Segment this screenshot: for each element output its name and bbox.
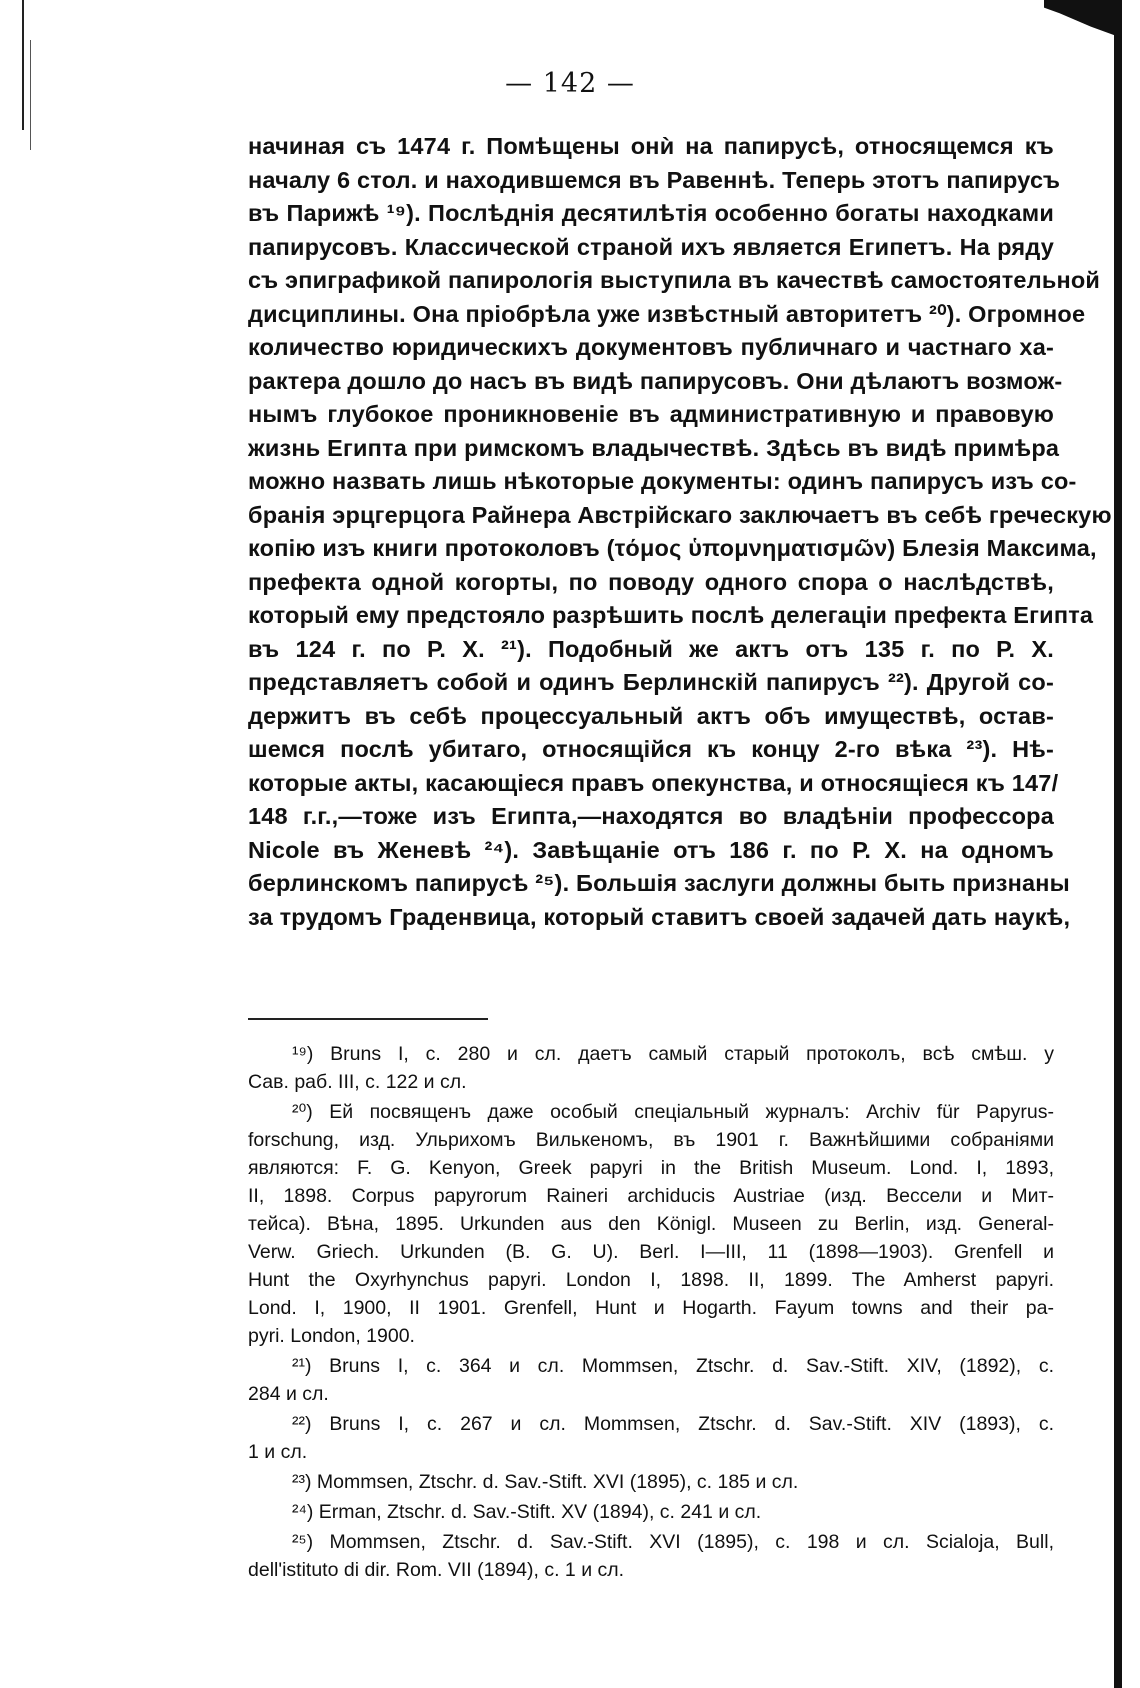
text-line: держитъ въ себѣ процессуальный актъ объ имуществѣ, остав- [248,702,1054,729]
footnote [248,1410,1054,1466]
footnote-line: dell'istituto di dir. Rom. VII (1894), с. 1 и сл. [248,1559,625,1581]
footnote-line: forschung, изд. Ульрихомъ Вилькеномъ, въ 1901 г. Важнѣйшими собраніями [248,1129,1054,1151]
footnote-line: ²¹) Bruns I, c. 364 и сл. Mommsen, Ztschr. d. Sav.-Stift. XIV, (1892), с. [292,1355,1054,1377]
main-text [248,130,1112,934]
text-line: префекта одной когорты, по поводу одного спора о наслѣдствѣ, [248,568,1054,595]
text-line: папирусовъ. Классической страной ихъ является Египетъ. На ряду [248,233,1054,260]
footnote-line: Lond. I, 1900, II 1901. Grenfell, Hunt и Hogarth. Fayum towns and their pa- [248,1297,1054,1319]
text-line: 148 г.г.,—тоже изъ Египта,—находятся во владѣніи профессора [248,803,1054,829]
text-line: въ 124 г. по Р. X. ²¹). Подобный же актъ отъ 135 г. по Р. X. [248,635,1054,662]
footnote-line: ²⁵) Mommsen, Ztschr. d. Sav.-Stift. XVI (1895), с. 198 и сл. Scialoja, Bull, [292,1531,1054,1553]
footnote-line: ¹⁹) Bruns I, c. 280 и сл. даетъ самый старый протоколъ, всѣ смѣш. у [292,1043,1054,1065]
scan-corner-mark [1044,0,1122,38]
text-line: дисциплины. Она пріобрѣла уже извѣстный авторитетъ ²⁰). Огромное [248,300,1086,327]
text-line: копію изъ книги протоколовъ (τόμος ὑπομνηματισμῶν) Блезія Максима, [248,535,1097,561]
text-line: шемся послѣ убитаго, относящійся къ концу 2-го вѣка ²³). Нѣ- [248,736,1054,762]
footnote [248,1498,1054,1526]
text-line: бранія эрцгерцога Райнера Австрійскаго заключаетъ въ себѣ греческую [248,501,1112,528]
text-line: который ему предстояло разрѣшить послѣ делегаціи префекта Египта [248,602,1094,628]
scan-edge-right [1114,0,1122,1688]
text-line: за трудомъ Граденвица, который ставитъ своей задачей дать наукѣ, [248,903,1071,930]
footnote [248,1352,1054,1408]
footnote-line: ²⁴) Erman, Ztschr. d. Sav.-Stift. XV (1894), с. 241 и сл. [292,1501,762,1523]
text-line: представляетъ собой и одинъ Берлинскій папирусъ ²²). Другой со- [248,669,1054,695]
footnote-divider [248,1018,488,1020]
footnote-line: II, 1898. Corpus papyrorum Raineri archiducis Austriae (изд. Веccели и Мит- [248,1185,1054,1207]
text-line: съ эпиграфикой папирологія выступила въ качествѣ самостоятельной [248,267,1101,293]
footnote-line: 1 и сл. [248,1441,308,1463]
text-line: рактера дошло до насъ въ видѣ папирусовъ. Они дѣлаютъ возмож- [248,367,1063,394]
footnote-line: тейса). Вѣна, 1895. Urkunden aus den Königl. Museen zu Berlin, изд. General- [248,1213,1054,1235]
text-line: началу 6 стол. и находившемся въ Равеннѣ. Теперь этотъ папирусъ [248,166,1061,193]
footnote-line: ²²) Bruns I, c. 267 и сл. Mommsen, Ztschr. d. Sav.-Stift. XIV (1893), с. [292,1413,1054,1435]
text-line: въ Парижѣ ¹⁹). Послѣднія десятилѣтія особенно богаты находками [248,200,1054,226]
footnote [248,1098,1054,1350]
footnote [248,1528,1054,1584]
footnote-line: являются: F. G. Kenyon, Greek papyri in the British Museum. Lond. I, 1893, [248,1157,1054,1179]
footnote [248,1468,1054,1496]
footnote-line: ²⁰) Ей посвященъ даже особый спеціальный журналъ: Archiv für Papyrus- [292,1101,1054,1123]
text-line: Nicole въ Женевѣ ²⁴). Завѣщаніе отъ 186 г. по Р. X. на одномъ [248,836,1054,863]
footnote-line: ²³) Mommsen, Ztschr. d. Sav.-Stift. XVI (1895), с. 185 и сл. [292,1471,799,1493]
footnote-line: pyri. London, 1900. [248,1325,415,1347]
text-line: начиная съ 1474 г. Помѣщены онѝ на папирусѣ, относящемся къ [248,133,1054,159]
footnote-line: Verw. Griech. Urkunden (B. G. U). Berl. I—III, 11 (1898—1903). Grenfell и [248,1241,1054,1263]
page-number: — 142 — [505,68,635,99]
text-line: жизнь Египта при римскомъ владычествѣ. Здѣсь въ видѣ примѣра [248,434,1060,461]
footnotes [248,1040,1054,1586]
footnote [248,1040,1054,1096]
footnote-line: 284 и сл. [248,1383,329,1405]
text-line: нымъ глубокое проникновеніе въ административную и правовую [248,401,1054,427]
footnote-line: Сав. раб. III, с. 122 и сл. [248,1071,467,1093]
footnote-gap [248,1584,1054,1586]
footnote-line: Hunt the Oxyrhynchus papyri. London I, 1898. II, 1899. The Amherst papyri. [248,1269,1054,1291]
scan-edge-left [22,0,24,130]
text-line: количество юридическихъ документовъ публичнаго и частнаго ха- [248,334,1054,360]
text-line: которые акты, касающіеся правъ опекунства, и относящіеся къ 147/ [248,769,1059,796]
text-line: можно назвать лишь нѣкоторые документы: одинъ папирусъ изъ со- [248,468,1077,494]
text-line: берлинскомъ папирусѣ ²⁵). Большія заслуги должны быть признаны [248,870,1070,896]
